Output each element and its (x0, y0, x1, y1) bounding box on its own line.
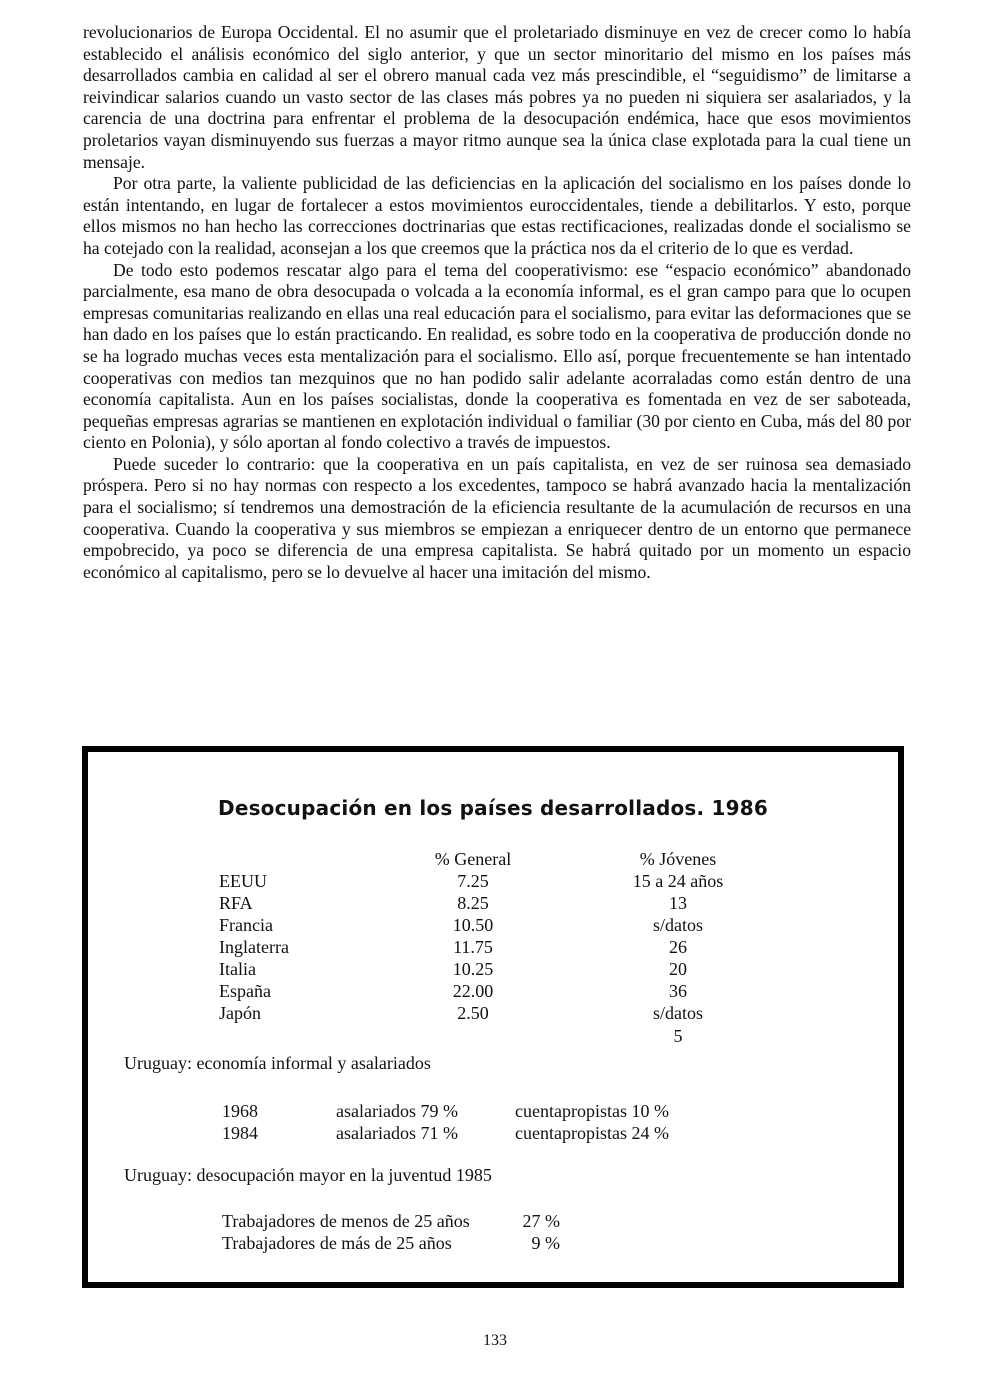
table-extra-value: 5 (673, 1026, 683, 1046)
paragraph: Puede suceder lo contrario: que la cooperativa en un país capitalista, en vez de ser ruinosa sea demasiado próspera. Pero si no hay normas con respecto a los excedentes, tampoco se habrá avanzado hacia la mentalización para el socialismo; sí tendremos una demostración de la eficiencia resultante de la acumulación de recursos en una cooperativa. Cuando la cooperativa y sus miembros se empiezan a enriquecer dentro de un entorno que permanece empobrecido, ya poco se diferencia de una empresa capitalista. Se habrá quitado por un momento un espacio económico al capitalismo, pero se lo devuelve al hacer una imitación del mismo. (83, 453, 911, 582)
table-row-general: 11.75 (453, 937, 493, 957)
body-text (83, 22, 911, 583)
table-row-country: Italia (219, 959, 256, 979)
uruguay-informal-title: Uruguay: economía informal y asalariados (124, 1053, 431, 1073)
table-row-jovenes: s/datos (652, 915, 703, 935)
juventud-value: 9 % (531, 1233, 560, 1253)
table-row-country: EEUU (219, 871, 267, 891)
table-row-jovenes: 13 (669, 893, 687, 913)
table-row-country: Japón (219, 1003, 261, 1023)
uruguay-cuentapropistas: cuentapropistas 10 % (515, 1101, 669, 1121)
table-row-general: 2.50 (457, 1003, 489, 1023)
unemployment-table-box (82, 746, 904, 1288)
table-row-general: 10.50 (452, 915, 494, 935)
uruguay-asalariados: asalariados 79 % (336, 1101, 458, 1121)
table-row-jovenes: s/datos (652, 1003, 703, 1023)
page-number: 133 (483, 1332, 507, 1349)
uruguay-cuentapropistas: cuentapropistas 24 % (515, 1123, 669, 1143)
uruguay-asalariados: asalariados 71 % (336, 1123, 458, 1143)
table-row-country: Francia (219, 915, 273, 935)
paragraph: De todo esto podemos rescatar algo para el tema del cooperativismo: ese “espacio económico” abandonado parcialmente, esa mano de obra desocupada o volcada a la economía informal, es el gran campo para que lo ocupen empresas comunitarias realizando en ellas una real educación para el socialismo, para evitar las deformaciones que se han dado en los países que lo están practicando. En realidad, es sobre todo en la cooperativa de producción donde no se ha logrado muchas veces esta mentalización para el socialismo. Ello así, porque frecuentemente se han intentado cooperativas con medios tan mezquinos que no han podido salir adelante acorraladas como están dentro de una economía capitalista. Aun en los países socialistas, donde la cooperativa es fomentada en vez de ser saboteada, pequeñas empresas agrarias se mantienen en explotación individual o familiar (30 por ciento en Cuba, más del 80 por ciento en Polonia), y sólo aportan al fondo colectivo a través de impuestos. (83, 259, 912, 453)
table-title: Desocupación en los países desarrollados. 1986 (218, 796, 768, 820)
table-row-country: RFA (219, 893, 253, 913)
table-row-jovenes: 26 (669, 937, 687, 957)
header-jovenes: % Jóvenes (639, 849, 717, 869)
table-row-general: 22.00 (452, 981, 494, 1001)
table-row-general: 7.25 (457, 871, 489, 891)
table-row-general: 8.25 (457, 893, 489, 913)
table-row-jovenes: 36 (669, 981, 687, 1001)
paragraph: Por otra parte, la valiente publicidad de las deficiencias en la aplicación del socialismo en los países donde lo están intentando, en lugar de fortalecer a estos movimientos euroccidentales, tiende a debilitarlos. Y esto, porque ellos mismos no han hecho las correcciones doctrinarias que estas rectificaciones, realizadas donde el socialismo se ha cotejado con la realidad, aconsejan a los que creemos que la práctica nos da el criterio de lo que es verdad. (83, 173, 911, 258)
juventud-label: Trabajadores de menos de 25 años (222, 1211, 470, 1231)
uruguay-juventud-title: Uruguay: desocupación mayor en la juventud 1985 (124, 1165, 492, 1185)
table-row-jovenes: 15 a 24 años (632, 871, 724, 891)
uruguay-year: 1968 (222, 1101, 258, 1121)
table-row-general: 10.25 (452, 959, 494, 979)
table-row-jovenes: 20 (669, 959, 687, 979)
juventud-value: 27 % (522, 1211, 560, 1231)
juventud-label: Trabajadores de más de 25 años (222, 1233, 452, 1253)
paragraph: revolucionarios de Europa Occidental. El no asumir que el proletariado disminuye en vez de crecer como lo había establecido el análisis económico del siglo anterior, y que un sector minoritario del mismo en los países más desarrollados cambia en calidad al ser el obrero manual cada vez más prescindible, el “seguidismo” de limitarse a reivindicar salarios cuando un vasto sector de las clases más pobres ya no pueden ni siquiera ser asalariados, y la carencia de una doctrina para enfrentar el problema de la desocupación endémica, hace que esos movimientos proletarios vayan disminuyendo sus fuerzas a mayor ritmo aunque sea la única clase explotada para la cual tiene un mensaje. (83, 22, 911, 172)
uruguay-year: 1984 (222, 1123, 258, 1143)
table-row-country: España (219, 981, 271, 1001)
table-row-country: Inglaterra (219, 937, 289, 957)
header-general: % General (434, 849, 512, 869)
